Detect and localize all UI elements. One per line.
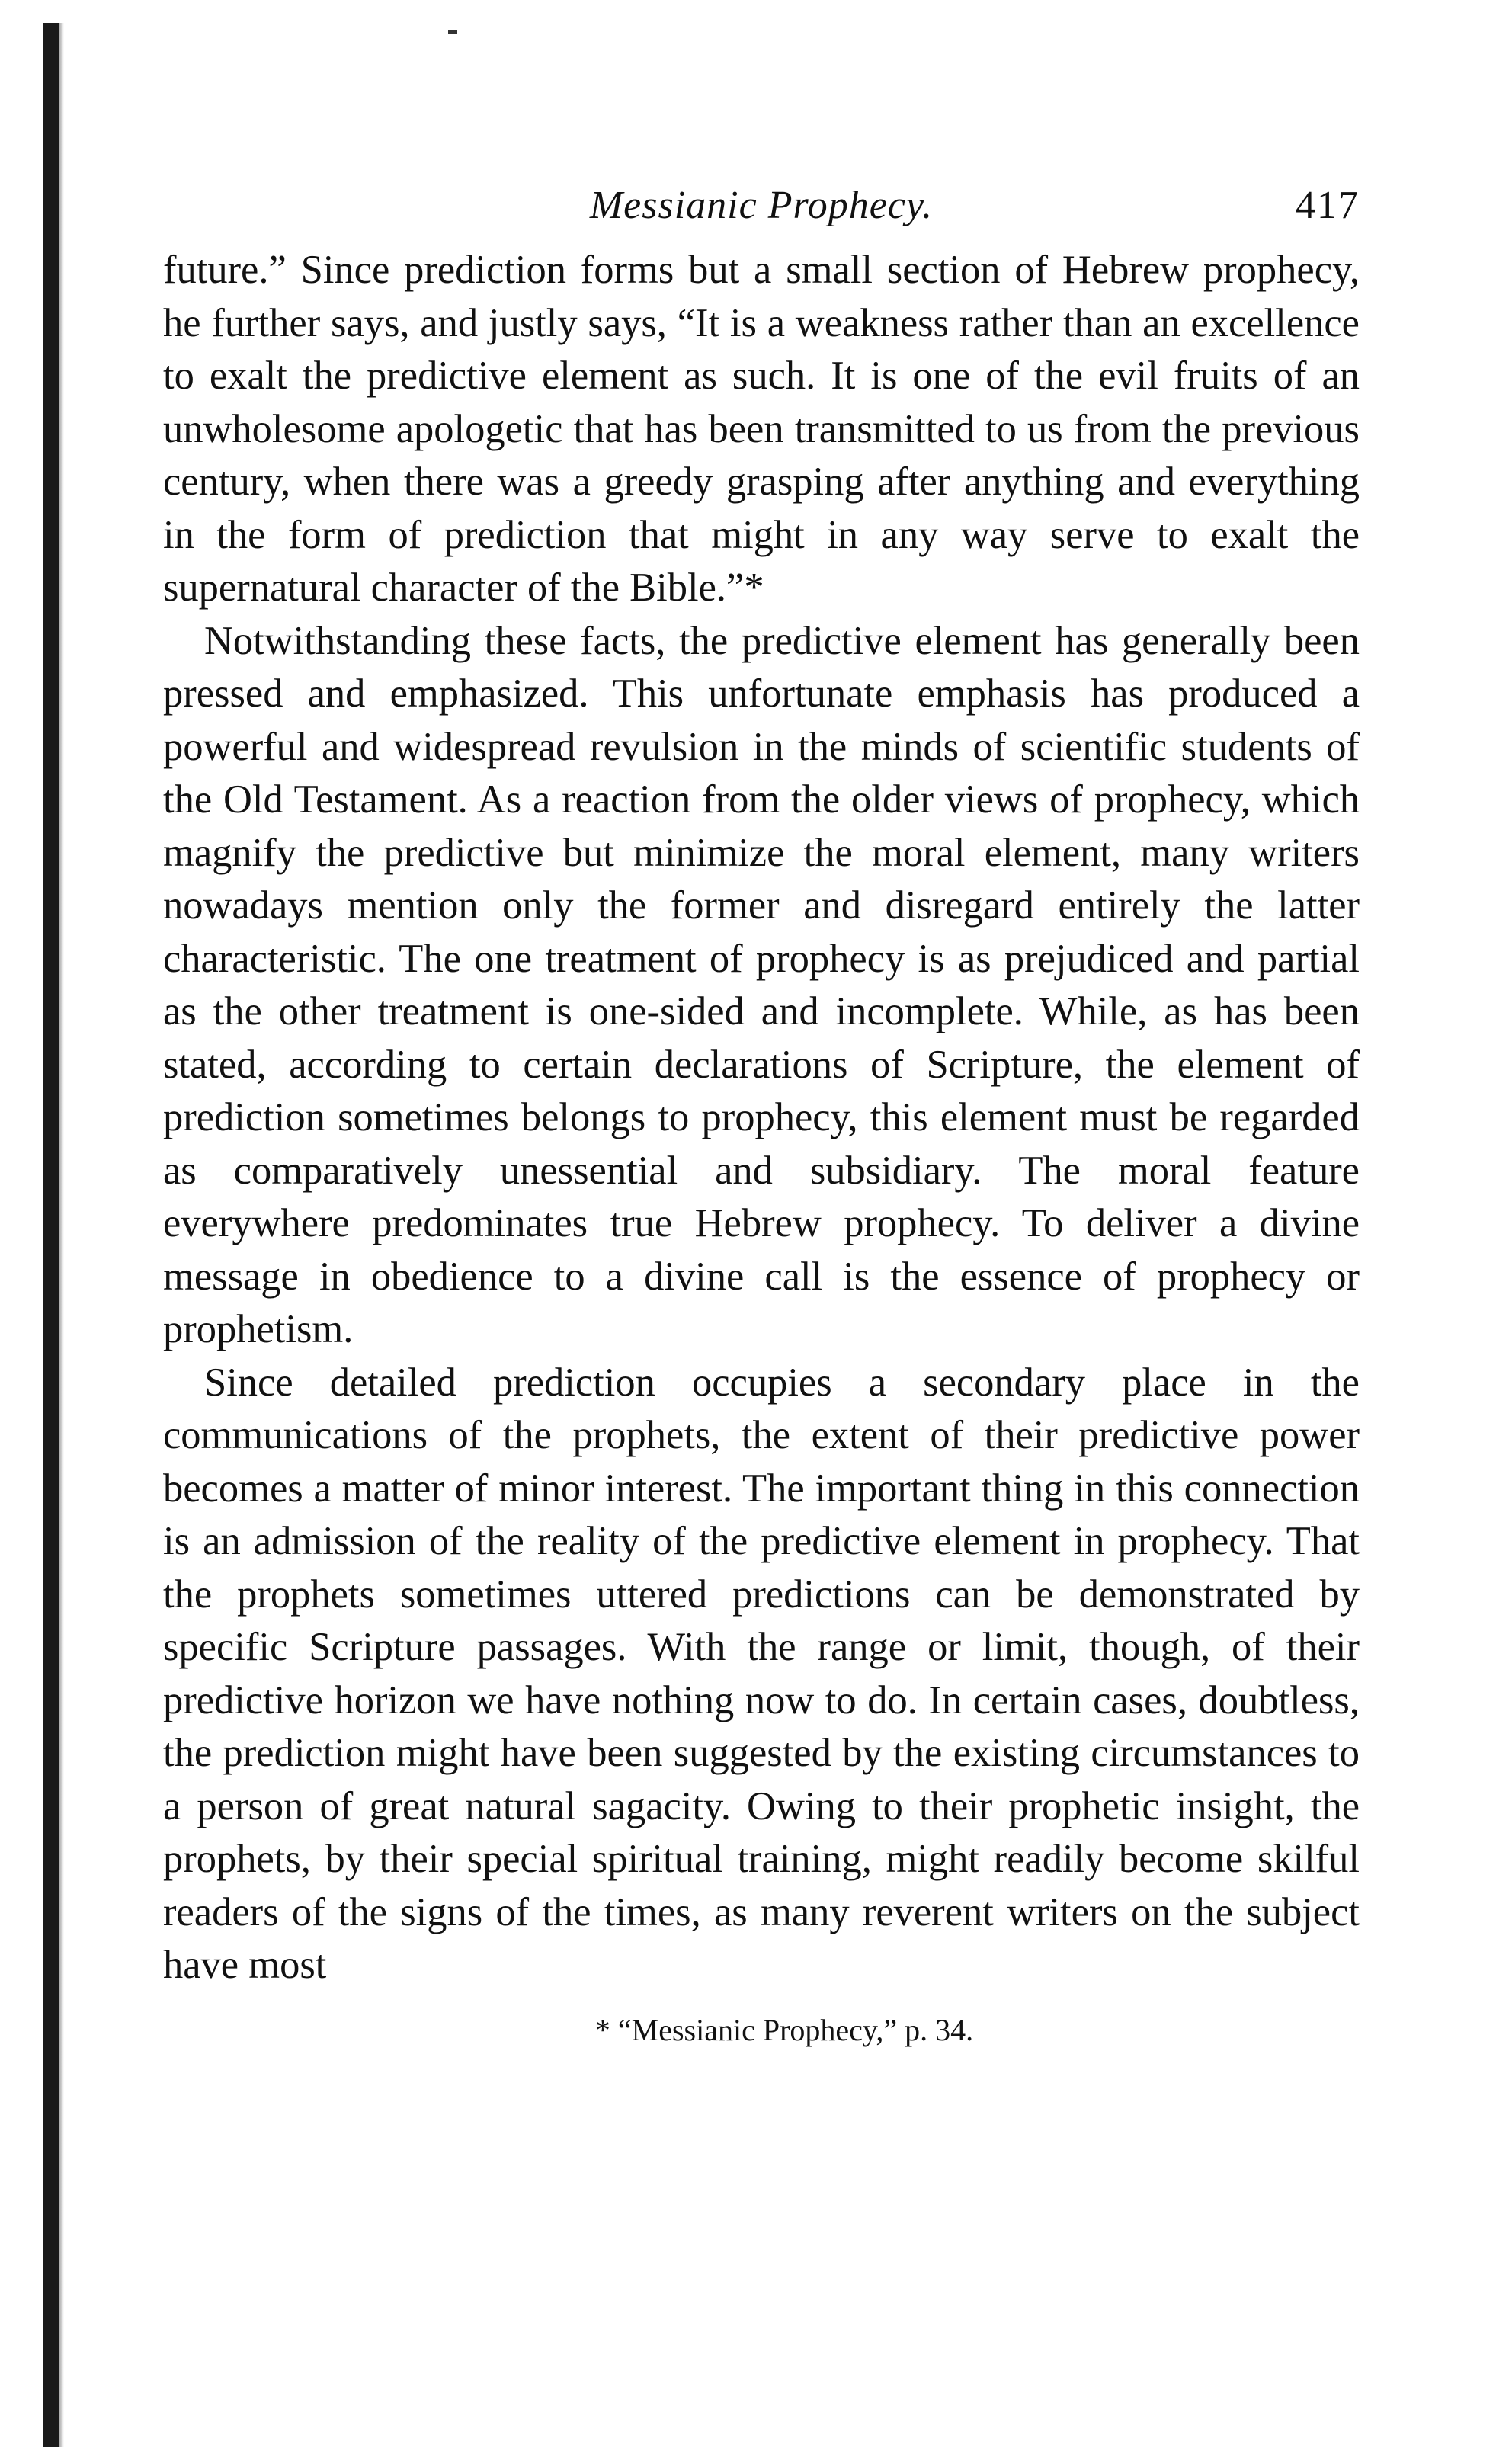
book-page [163,183,1360,2052]
footnote: * “Messianic Prophecy,” p. 34. [594,2012,974,2047]
running-title: Messianic Prophecy. [589,184,934,227]
paragraph-1: future.” Since prediction forms but a small section of Hebrew prophecy, he further says, and justly says, “It is a weakness rather than an excellence to exalt the predictive element as such. It is one of the evil fruits of an unwholesome apologetic that has been transmitted to us from the previous century, when there was a greedy grasping after anything and everything in the form of prediction that might in any way serve to exalt the supernatural character of the Bible.”* [163,248,1360,610]
running-head [163,183,1360,244]
paragraph-3: Since detailed prediction occupies a secondary place in the communications of the prophets, the extent of their predictive power becomes a matter of minor interest. The important thing in this connection is an admission of the reality of the predictive element in prophecy. That the prophets sometimes uttered predictions can be demonstrated by specific Scripture passages. With the range or limit, though, of their predictive horizon we have nothing now to do. In certain cases, doubtless, the prediction might have been suggested by the existing circumstances to a person of great natural sagacity. Owing to their prophetic insight, the prophets, by their special spiritual training, might readily become skilful readers of the signs of the times, as many reverent writers on the subject have most [163,1360,1360,1987]
body-text [163,244,1360,1992]
print-speck [448,30,457,34]
page-number: 417 [1296,184,1360,227]
binding-edge [43,23,59,2447]
paragraph-2: Notwithstanding these facts, the predictive element has generally been pressed and emphasized. This unfortunate emphasis has produced a powerful and widespread revulsion in the minds of scientific students of the Old Testament. As a reaction from the older views of prophecy, which magnify the predictive but minimize the moral element, many writers nowadays mention only the former and disregard entirely the latter characteristic. The one treatment of prophecy is as prejudiced and partial as the other treatment is one-sided and incomplete. While, as has been stated, according to certain declarations of Scripture, the element of prediction sometimes belongs to prophecy, this element must be regarded as comparatively unessential and subsidiary. The moral feature everywhere predominates true Hebrew prophecy. To deliver a divine message in obedience to a divine call is the essence of prophecy or prophetism. [163,618,1360,1351]
binding-shadow [59,23,64,2447]
